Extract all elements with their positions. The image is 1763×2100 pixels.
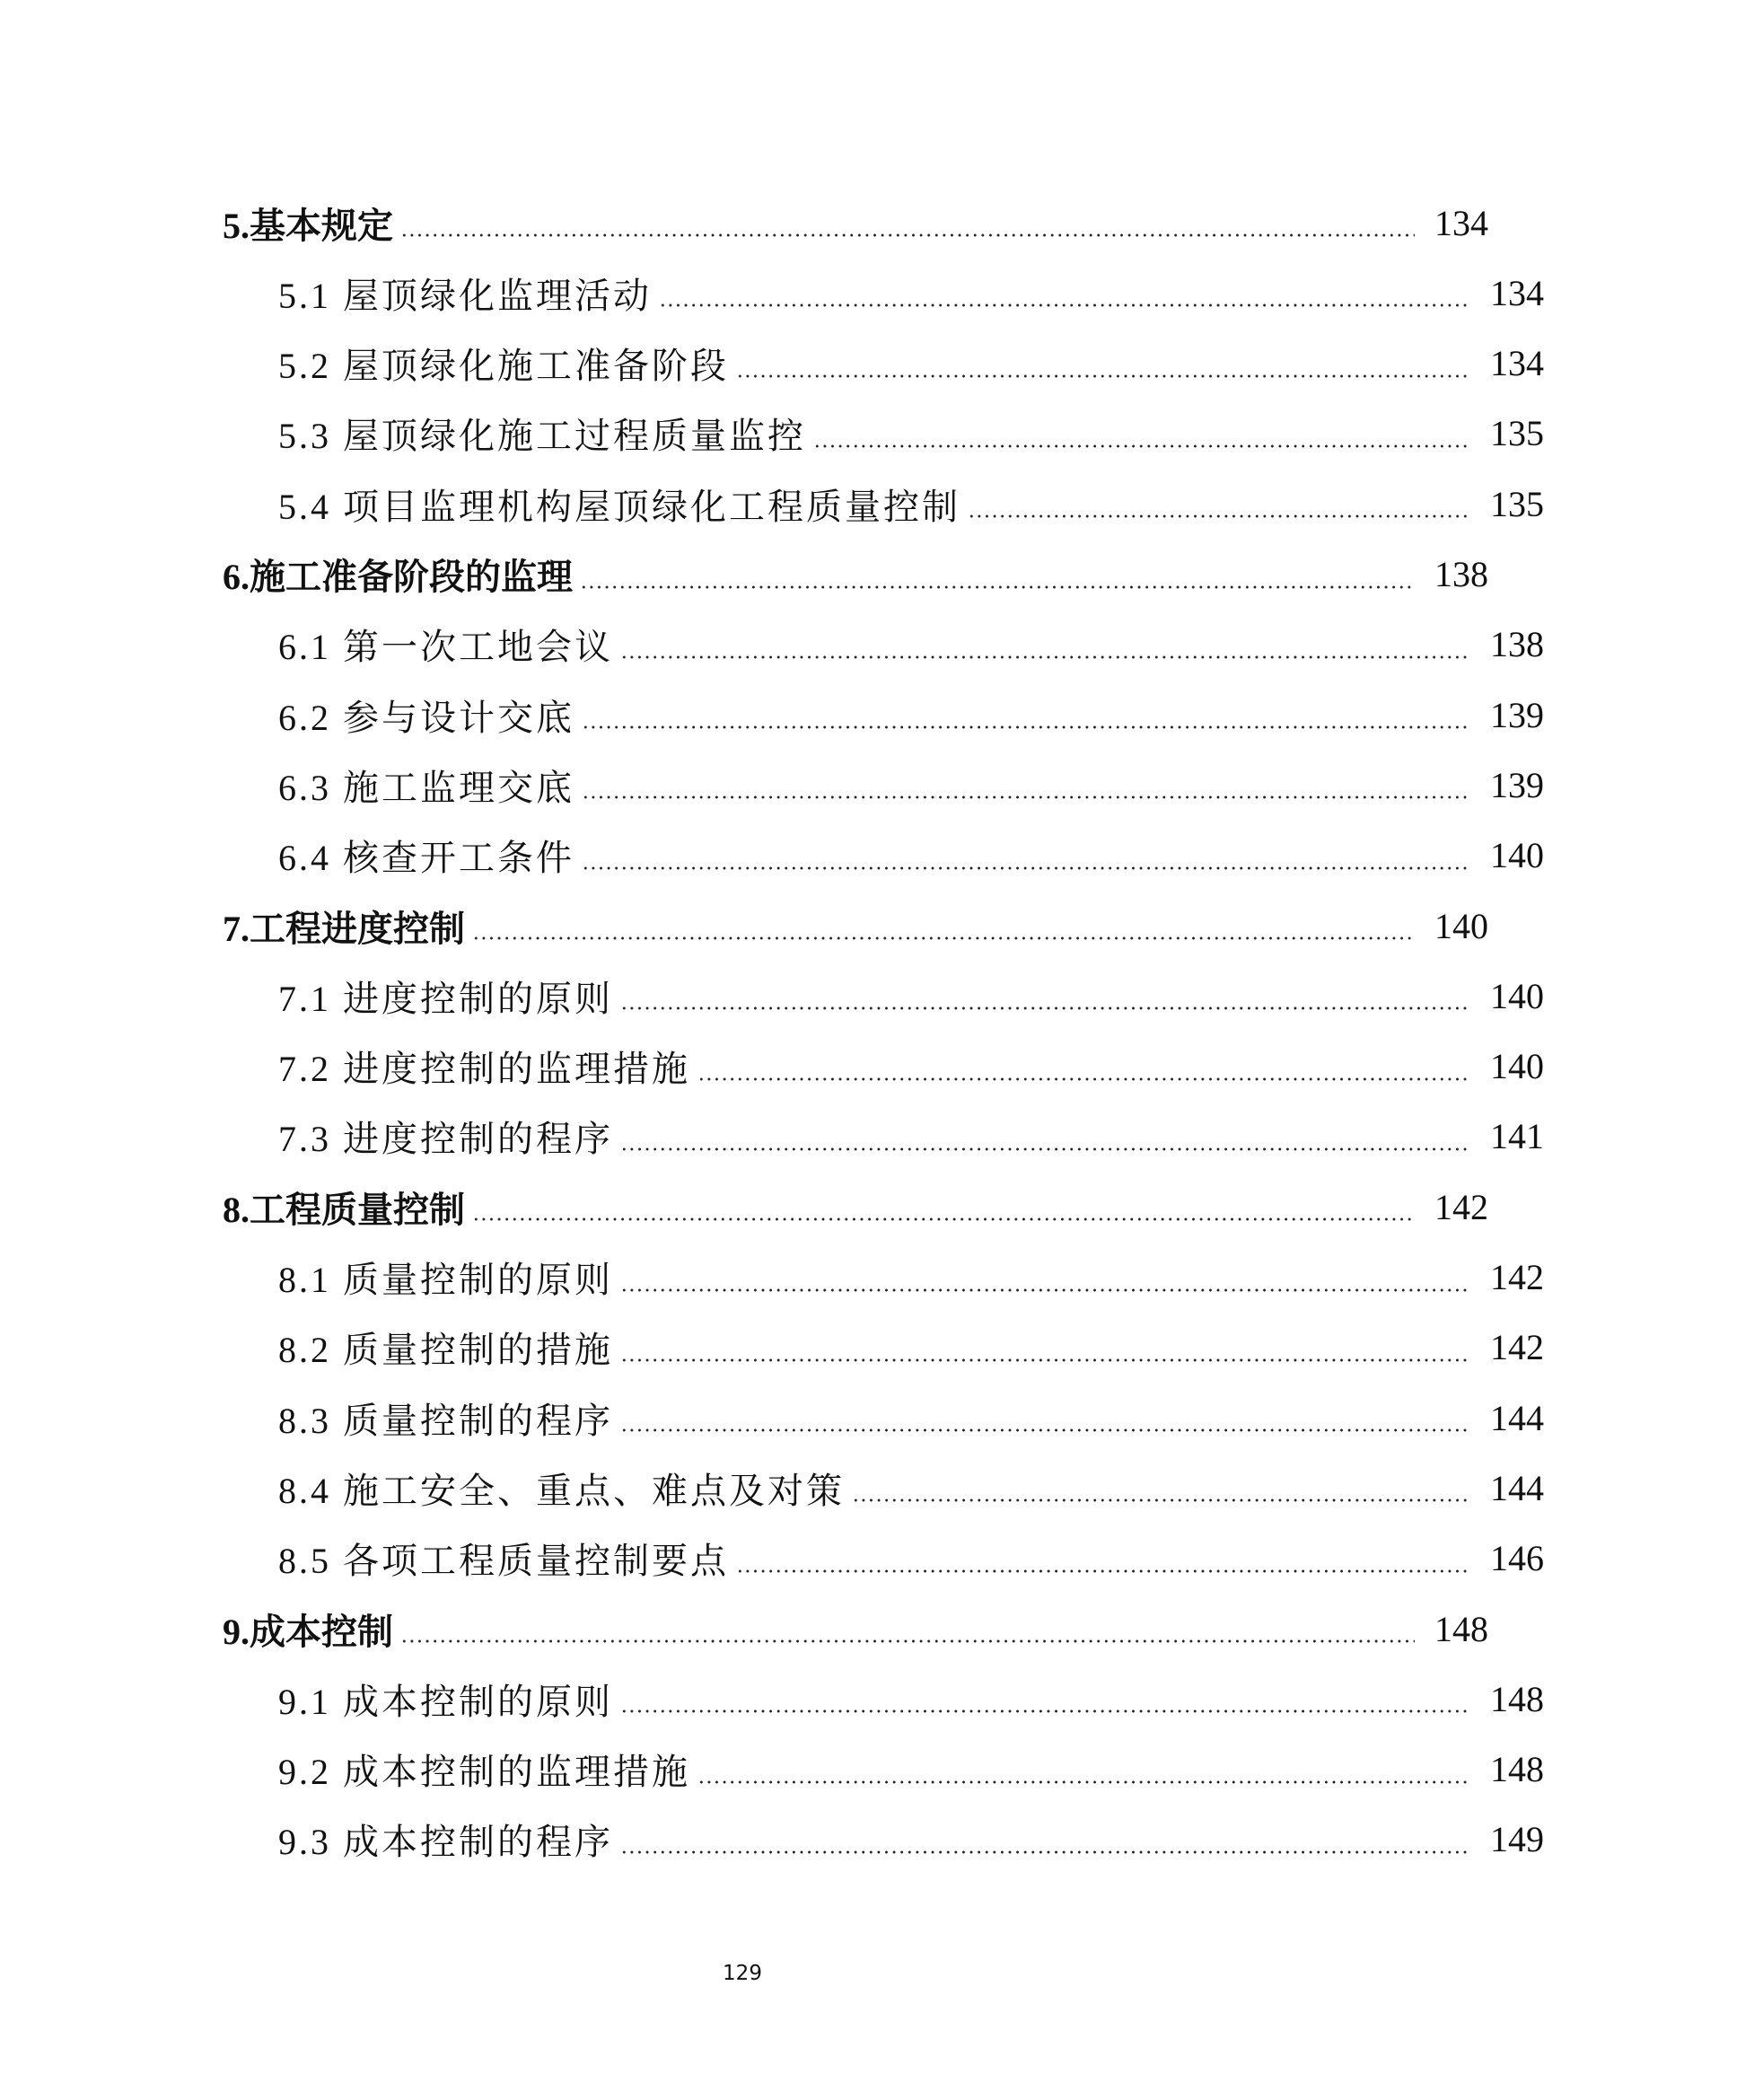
toc-section-entry[interactable]: [0, 337, 1763, 391]
toc-entry-page: 134: [1490, 343, 1544, 384]
toc-entry-title: 6.2 参与设计交底: [278, 697, 575, 738]
dot-leader: [400, 205, 1415, 241]
toc-entry-title: 6.3 施工监理交底: [278, 767, 575, 808]
dot-leader: [736, 346, 1470, 382]
toc-entry-page: 134: [1434, 202, 1488, 243]
toc-section-entry[interactable]: [0, 1040, 1763, 1094]
toc-entry-page: 140: [1434, 905, 1488, 946]
toc-chapter-entry[interactable]: [0, 1602, 1707, 1656]
toc-entry-title: 7.工程进度控制: [223, 908, 465, 949]
toc-section-entry[interactable]: [0, 1532, 1763, 1586]
dot-leader: [620, 1400, 1470, 1436]
dot-leader: [697, 1752, 1470, 1788]
toc-entry-page: 135: [1490, 413, 1544, 454]
dot-leader: [968, 486, 1470, 522]
toc-entry-page: 144: [1490, 1467, 1544, 1508]
toc-chapter-entry[interactable]: [0, 548, 1707, 602]
dot-leader: [620, 978, 1470, 1014]
toc-section-entry[interactable]: [0, 477, 1763, 531]
toc-entry-page: 140: [1490, 975, 1544, 1016]
toc-entry-page: 146: [1490, 1538, 1544, 1579]
dot-leader: [620, 627, 1470, 663]
dot-leader: [400, 1611, 1415, 1647]
toc-section-entry[interactable]: [0, 1391, 1763, 1445]
toc-chapter-entry[interactable]: [0, 899, 1707, 953]
dot-leader: [620, 1681, 1470, 1717]
toc-section-entry[interactable]: [0, 969, 1763, 1023]
toc-entry-title: 7.2 进度控制的监理措施: [278, 1049, 690, 1090]
toc-entry-title: 5.基本规定: [223, 205, 393, 246]
toc-section-entry[interactable]: [0, 1743, 1763, 1797]
toc-entry-title: 5.4 项目监理机构屋顶绿化工程质量控制: [278, 486, 960, 527]
toc-entry-page: 140: [1490, 1046, 1544, 1087]
toc-entry-title: 8.工程质量控制: [223, 1189, 465, 1230]
toc-entry-title: 7.3 进度控制的程序: [278, 1119, 613, 1160]
dot-leader: [472, 908, 1415, 944]
dot-leader: [620, 1119, 1470, 1155]
dot-leader: [659, 275, 1470, 311]
toc-entry-page: 148: [1434, 1608, 1488, 1649]
dot-leader: [620, 1822, 1470, 1858]
dot-leader: [852, 1470, 1470, 1506]
toc-entry-title: 8.4 施工安全、重点、难点及对策: [278, 1470, 845, 1511]
toc-entry-title: 7.1 进度控制的原则: [278, 978, 613, 1019]
dot-leader: [582, 697, 1470, 733]
toc-section-entry[interactable]: [0, 829, 1763, 883]
toc-section-entry[interactable]: [0, 1321, 1763, 1375]
dot-leader: [582, 767, 1470, 803]
toc-entry-page: 148: [1490, 1749, 1544, 1790]
dot-leader: [736, 1541, 1470, 1577]
toc-section-entry[interactable]: [0, 1672, 1763, 1726]
dot-leader: [472, 1189, 1415, 1225]
toc-entry-page: 139: [1490, 764, 1544, 805]
toc-section-entry[interactable]: [0, 618, 1763, 672]
toc-section-entry[interactable]: [0, 266, 1763, 320]
toc-section-entry[interactable]: [0, 758, 1763, 812]
toc-entry-page: 142: [1490, 1327, 1544, 1368]
toc-entry-page: 149: [1490, 1819, 1544, 1860]
page-number: 129: [723, 1962, 762, 1985]
toc-entry-title: 6.1 第一次工地会议: [278, 627, 613, 668]
toc-entry-title: 9.2 成本控制的监理措施: [278, 1752, 690, 1793]
toc-chapter-entry[interactable]: [0, 196, 1707, 250]
toc-entry-title: 5.3 屋顶绿化施工过程质量监控: [278, 416, 806, 457]
toc-section-entry[interactable]: [0, 1461, 1763, 1515]
toc-entry-page: 142: [1490, 1257, 1544, 1297]
toc-entry-page: 142: [1434, 1186, 1488, 1227]
toc-entry-page: 141: [1490, 1116, 1544, 1157]
toc-entry-page: 139: [1490, 694, 1544, 735]
toc-section-entry[interactable]: [0, 1813, 1763, 1867]
toc-entry-title: 5.1 屋顶绿化监理活动: [278, 275, 652, 316]
toc-entry-page: 144: [1490, 1397, 1544, 1438]
toc-section-entry[interactable]: [0, 407, 1763, 461]
toc-entry-page: 135: [1490, 483, 1544, 524]
toc-entry-page: 138: [1434, 554, 1488, 594]
toc-entry-page: 148: [1490, 1678, 1544, 1719]
toc-entry-title: 6.施工准备阶段的监理: [223, 557, 573, 597]
toc-entry-title: 8.3 质量控制的程序: [278, 1400, 613, 1441]
toc-chapter-entry[interactable]: [0, 1180, 1707, 1234]
toc-entry-title: 9.3 成本控制的程序: [278, 1822, 613, 1863]
toc-entry-page: 140: [1490, 835, 1544, 876]
toc-section-entry[interactable]: [0, 1251, 1763, 1305]
dot-leader: [580, 557, 1415, 593]
toc-entry-page: 138: [1490, 624, 1544, 665]
dot-leader: [813, 416, 1470, 452]
toc-entry-title: 6.4 核查开工条件: [278, 838, 575, 879]
toc-entry-title: 8.2 质量控制的措施: [278, 1330, 613, 1371]
toc-entry-page: 134: [1490, 272, 1544, 313]
toc-entry-title: 5.2 屋顶绿化施工准备阶段: [278, 346, 729, 387]
toc-entry-title: 9.成本控制: [223, 1611, 393, 1652]
dot-leader: [582, 838, 1470, 874]
toc-section-entry[interactable]: [0, 688, 1763, 742]
toc-entry-title: 8.1 质量控制的原则: [278, 1260, 613, 1300]
toc-entry-title: 8.5 各项工程质量控制要点: [278, 1541, 729, 1582]
dot-leader: [620, 1260, 1470, 1296]
toc-section-entry[interactable]: [0, 1110, 1763, 1164]
dot-leader: [620, 1330, 1470, 1366]
toc-entry-title: 9.1 成本控制的原则: [278, 1681, 613, 1722]
dot-leader: [697, 1049, 1470, 1085]
